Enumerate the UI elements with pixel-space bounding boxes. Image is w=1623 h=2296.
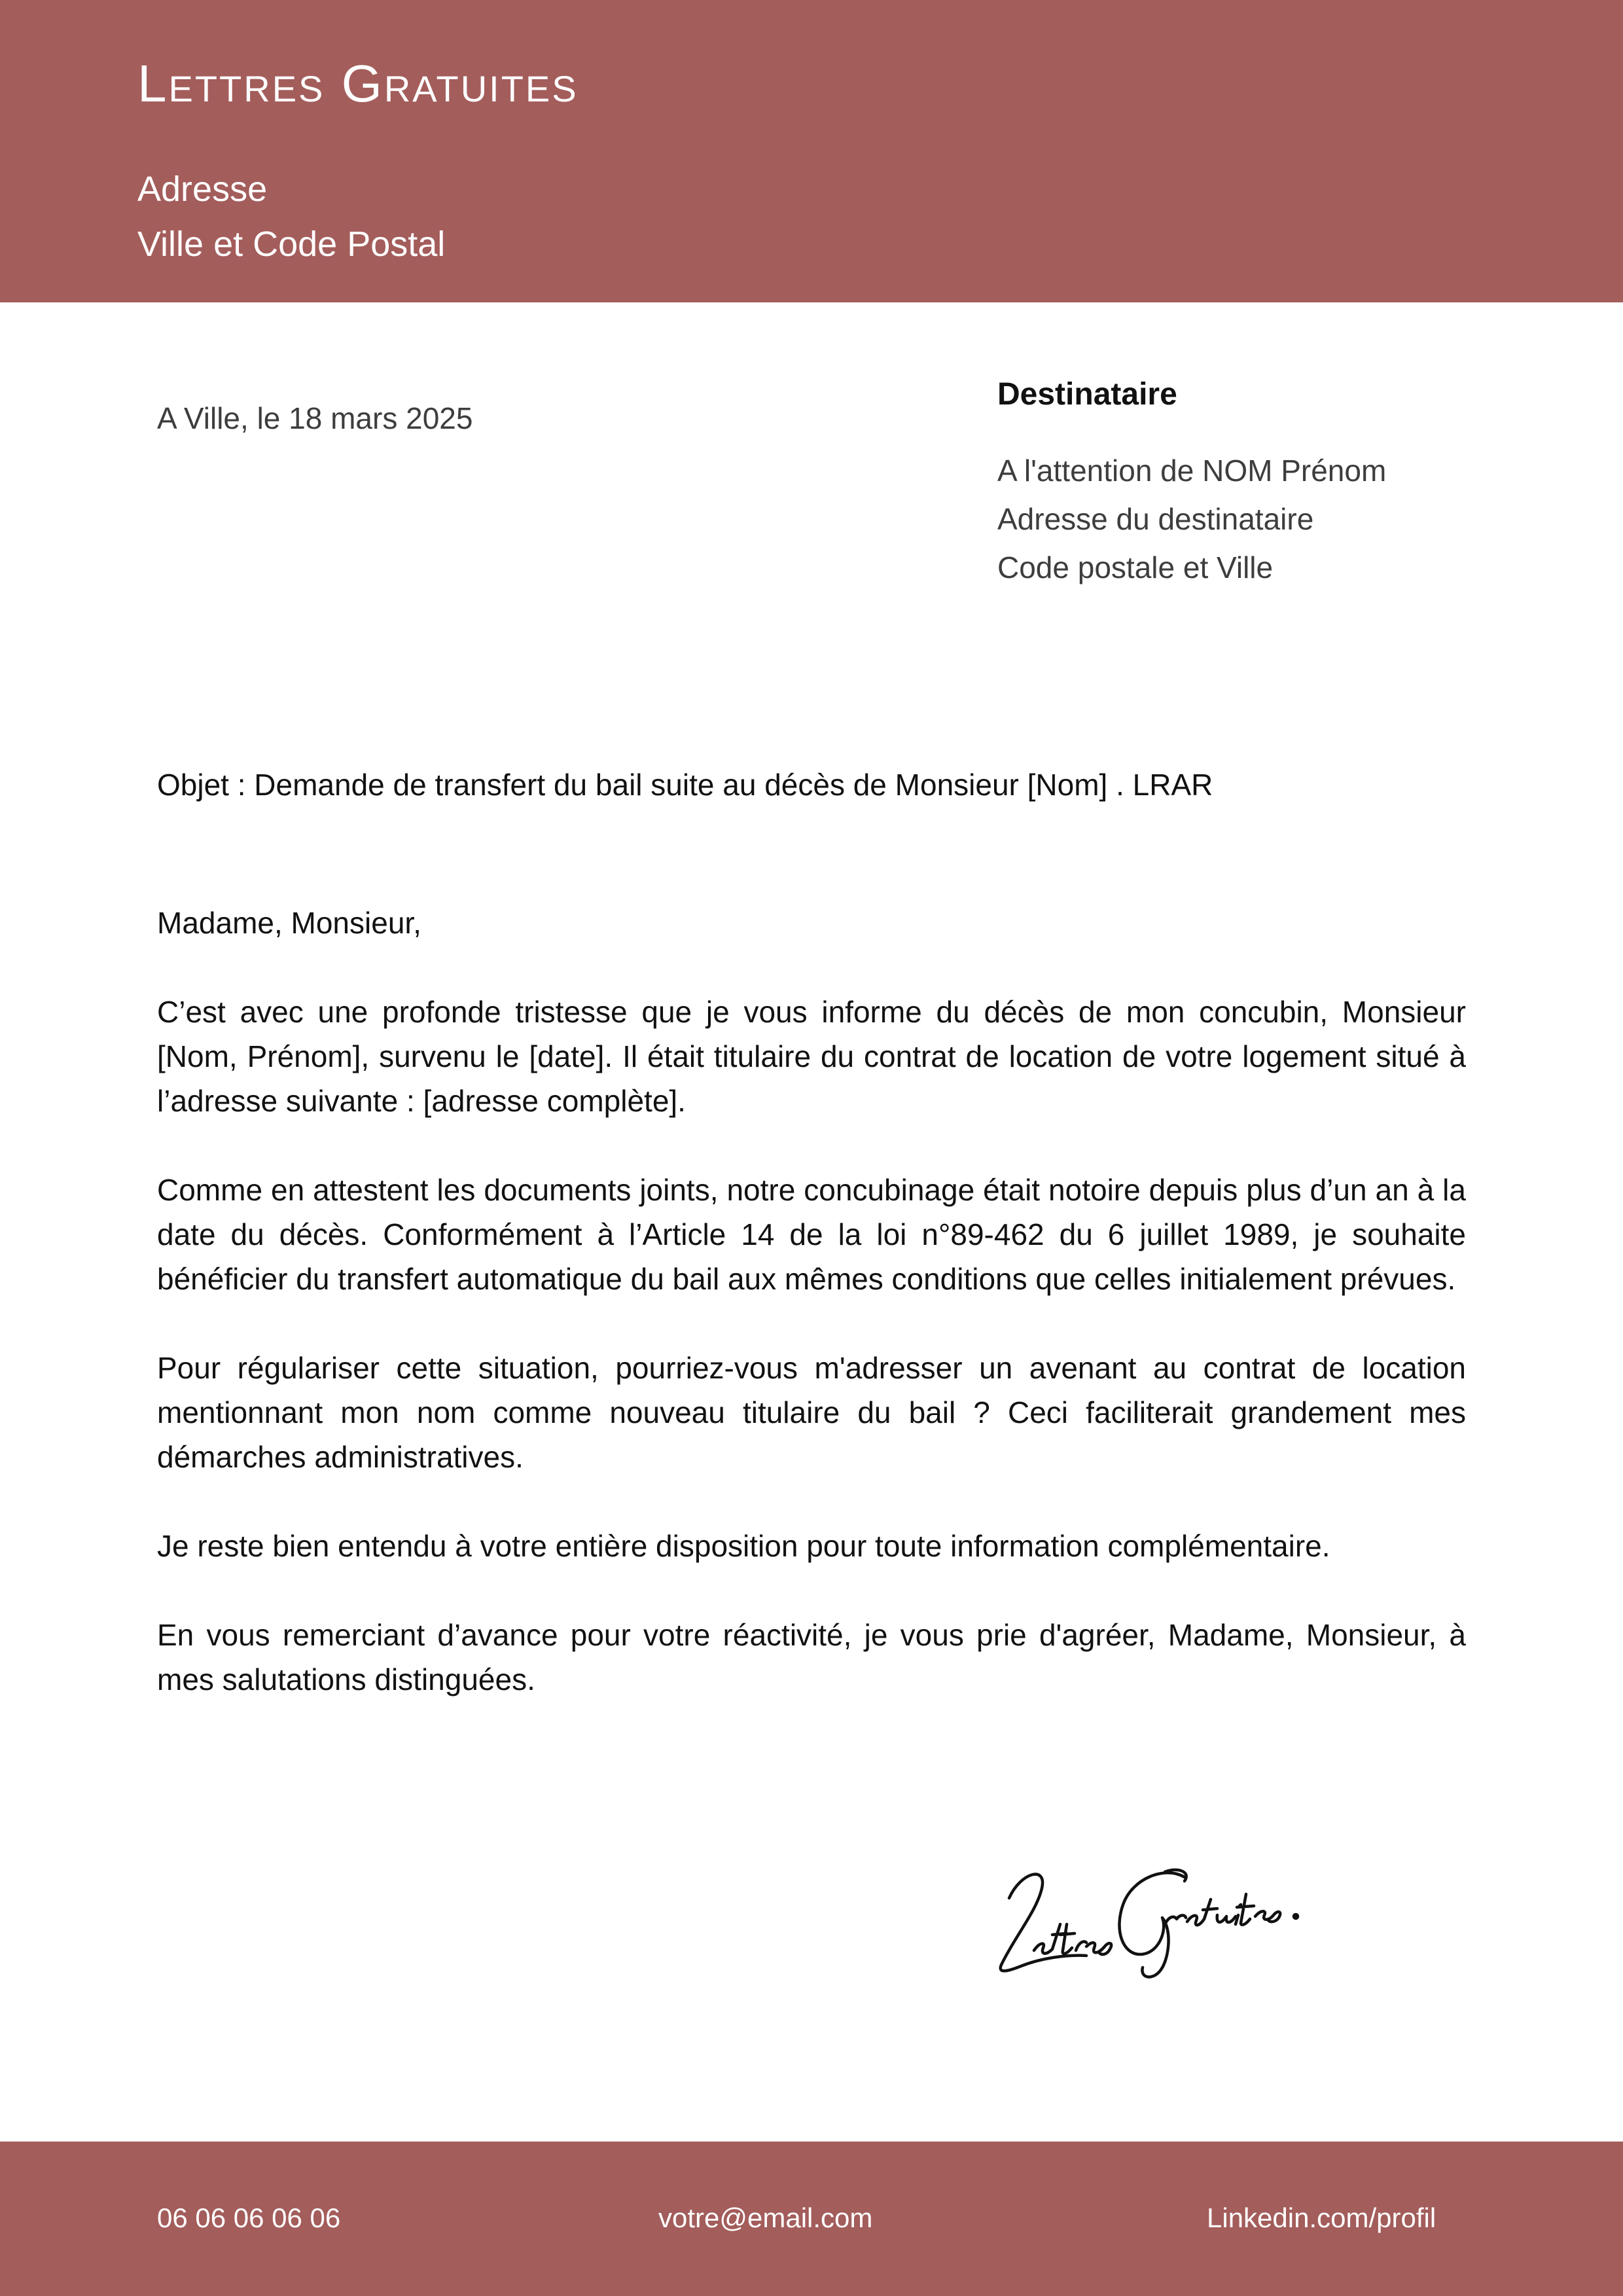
sender-city-postal: Ville et Code Postal — [137, 224, 446, 264]
recipient-heading: Destinataire — [997, 377, 1177, 412]
letter-subject: Objet : Demande de transfert du bail suite au décès de Monsieur [Nom] . LRAR — [157, 768, 1213, 802]
letter-body — [157, 901, 1466, 1746]
letterhead-banner — [0, 0, 1623, 302]
recipient-attention-line: A l'attention de NOM Prénom — [997, 453, 1387, 488]
body-paragraph: Comme en attestent les documents joints, notre concubinage était notoire depuis plus d’un an à la date du décès. Conformément à l’Article 14 de la loi n°89-462 du 6 juillet 1989, je souhaite bénéficier du transfert automatique du bail aux mêmes conditions que celles initialement prévues. — [157, 1173, 1466, 1296]
body-paragraph: Pour régulariser cette situation, pourriez-vous m'adresser un avenant au contrat de location mentionnant mon nom comme nouveau titulaire du bail ? Ceci faciliterait grandement mes démarches administratives. — [157, 1351, 1466, 1474]
date-place-line: A Ville, le 18 mars 2025 — [157, 401, 473, 435]
recipient-address-line: Adresse du destinataire — [997, 501, 1314, 536]
footer-linkedin: Linkedin.com/profil — [1207, 2202, 1436, 2233]
body-paragraph: Je reste bien entendu à votre entière disposition pour toute information complémentaire. — [157, 1529, 1330, 1563]
sender-address: Adresse — [137, 170, 268, 209]
footer-email: votre@email.com — [658, 2202, 873, 2233]
body-paragraph: C’est avec une profonde tristesse que je vous informe du décès de mon concubin, Monsieur [Nom, Prénom], survenu le [date]. Il était titulaire du contrat de location de votre logement situé à l’adresse suivante : [adresse complète]. — [157, 995, 1466, 1118]
brand-name: Lettres Gratuites — [137, 54, 579, 113]
salutation: Madame, Monsieur, — [157, 906, 421, 940]
recipient-city-line: Code postale et Ville — [997, 550, 1274, 584]
footer-phone: 06 06 06 06 06 — [157, 2202, 341, 2233]
recipient-block — [997, 376, 1534, 592]
closing-paragraph: En vous remerciant d’avance pour votre réactivité, je vous prie d'agréer, Madame, Monsieur, à mes salutations distinguées. — [157, 1618, 1466, 1696]
handwritten-signature — [969, 1826, 1361, 1996]
contact-footer — [0, 2142, 1623, 2296]
